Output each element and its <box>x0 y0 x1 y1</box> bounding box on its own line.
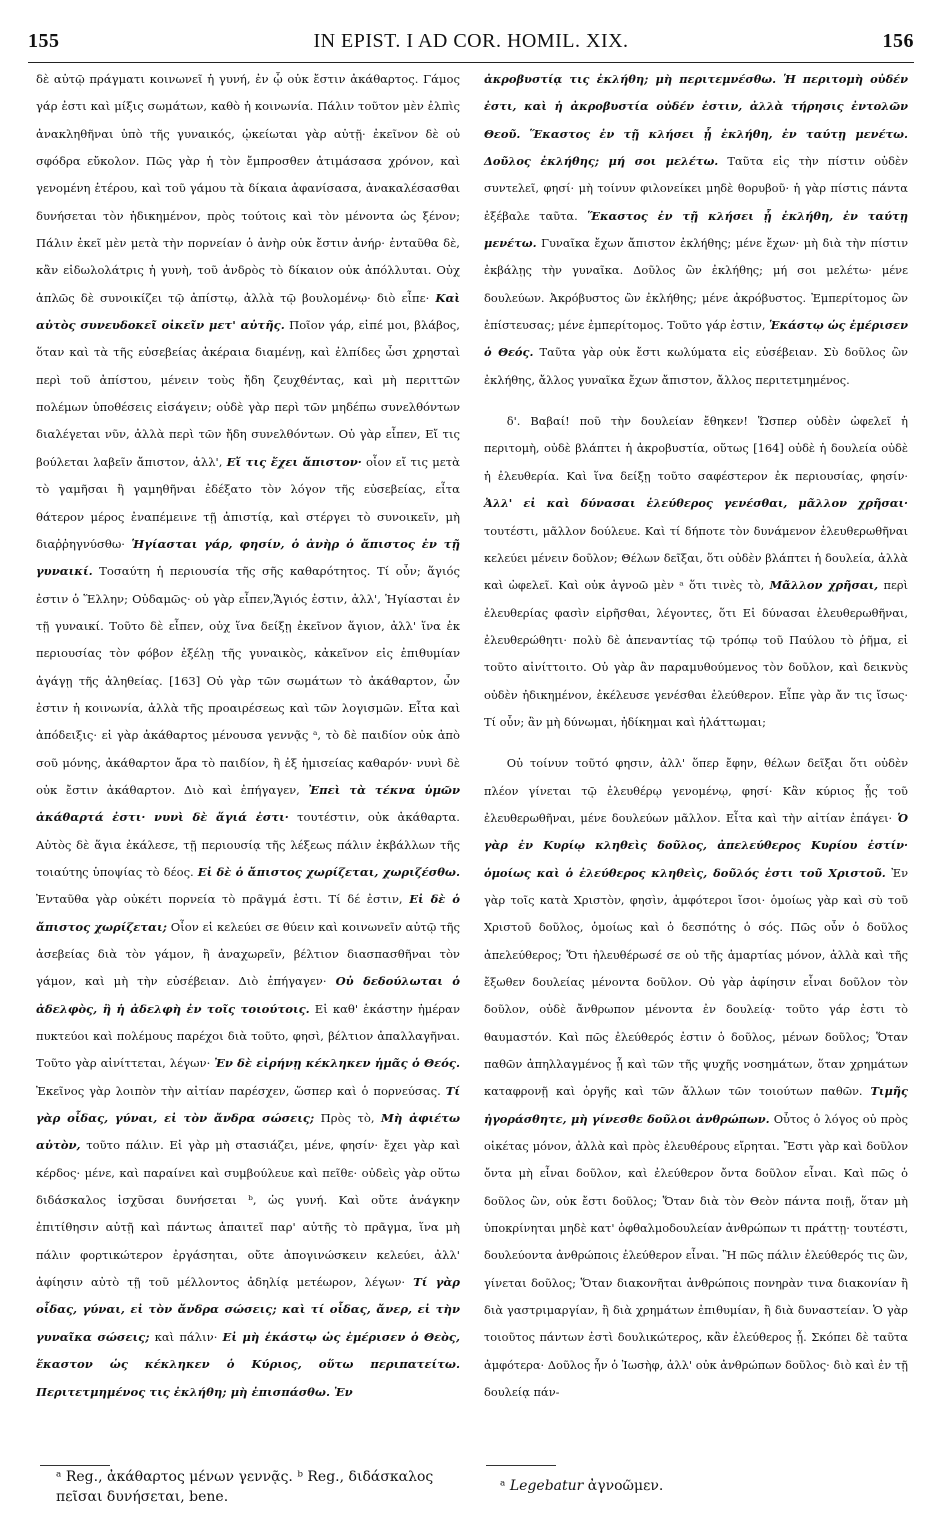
text: Οἷον εἰ κελεύει σε θύειν καὶ κοινωνεῖν αὐτῷ τῆς ἀσεβείας διὰ τὸν γάμον, ἢ ἀναχωρεῖν, βέλτιον διασπασθῆναι τὸν γάμον, καὶ μὴ τὴν εὐσέβειαν. Διὸ ἐπήγαγεν· <box>36 919 460 989</box>
text: Ἐκεῖνος γὰρ λοιπὸν τὴν αἰτίαν παρέσχεν, ὥσπερ καὶ ὁ πορνεύσας. <box>36 1083 441 1098</box>
left-paragraph <box>36 66 460 1406</box>
footnote-b-text: διδάσκαλος πεῖσαι δυνήσεται, <box>56 1469 434 1505</box>
text: Τοσαύτη ἡ περιουσία τῆς σῆς καθαρότητος. Τί οὖν; ἅγιός ἐστιν ὁ Ἕλλην; Οὐδαμῶς· οὐ γὰρ εἶπεν,Ἅγιός ἐστιν, ἀλλ', Ἡγίασται ἐν τῇ γυναικί. Τοῦτο δὲ εἶπεν, οὐχ ἵνα δείξῃ ἐκεῖνον ἅγιον, ἀλλ' ἵνα ἐκ περιουσίας τὸν φόβον ἐξέλῃ τῆς γυναικὸς, κἀκεῖνον εἰς ἐπιθυμίαν ἀγάγῃ τῆς ἀληθείας. [163] Οὐ γὰρ τῶν σωμάτων τὸ ἀκάθαρτον, ὧν ἐστιν ἡ κοινωνία, ἀλλὰ τῆς προαιρέσεως καὶ τῶν λογισμῶν. Εἶτα καὶ ἀπόδειξις· εἰ γὰρ ἀκάθαρτος μένουσα γεννᾷς ᵃ, τὸ δὲ παιδίον οὐκ ἀπὸ σοῦ μόνης, ἀκάθαρτον ἄρα τὸ παιδίον, ἢ ἐξ ἡμισείας καθαρόν· νυνὶ δὲ οὐκ ἔστιν ἀκάθαρτον. Διὸ καὶ ἐπήγαγεν, <box>36 564 460 797</box>
text: καὶ πάλιν· <box>154 1329 218 1344</box>
text: Πρὸς τὸ, <box>320 1111 375 1126</box>
footnotes-right <box>500 1476 900 1496</box>
text: τουτέστιν, οὐκ ἀκάθαρτα. Αὐτὸς δὲ ἅγια ἐκάλεσε, τῇ περιουσίᾳ τῆς λέξεως πάλιν ἐκβάλλων τῆς τοιαύτης ὑποψίας τὸ δέος. <box>36 810 460 879</box>
scripture-quote: Τί γὰρ οἶδας, γύναι, εἰ τὸν ἄνδρα σώσεις; καὶ τί οἶδας, ἄνερ, εἰ τὴν γυναῖκα σώσεις; <box>36 1275 461 1344</box>
scripture-quote: Τί γὰρ οἶδας, γύναι, εἰ τὸν ἄνδρα σώσεις; <box>36 1083 460 1126</box>
scripture-quote: Εἰ δὲ ὁ ἄπιστος χωρίζεται; <box>36 892 460 934</box>
scripture-quote: Εἰ δὲ ὁ ἄπιστος χωρίζεται, χωριζέσθω. <box>197 864 461 879</box>
header-rule <box>28 62 914 63</box>
running-head-title: IN EPIST. I AD COR. HOMIL. XIX. <box>313 30 629 52</box>
scripture-quote: Μὴ ἀφιέτω αὐτὸν, <box>36 1111 461 1153</box>
footnote-rule-right <box>486 1465 556 1466</box>
footnote-a-text: ἀγνοῶμεν. <box>587 1478 664 1494</box>
text: δ'. Βαβαί! ποῦ τὴν δουλείαν ἔθηκεν! Ὥσπερ οὐδὲν ὠφελεῖ ἡ περιτομὴ, οὐδὲ βλάπτει ἡ ἀκροβυστία, οὕτως [164] οὐδὲ ἡ δουλεία οὐδὲ ἡ ἐλευθερία. Καὶ ἵνα δείξῃ τοῦτο σαφέστερον ἐκ περιουσίας, φησίν· <box>484 414 908 483</box>
scripture-quote: Ἐν δὲ εἰρήνῃ κέκληκεν ἡμᾶς ὁ Θεός. <box>214 1056 460 1071</box>
text: Ποῖον γάρ, εἰπέ μοι, βλάβος, ὅταν καὶ τὰ τῆς εὐσεβείας ἀκέραια διαμένῃ, καὶ ἐλπίδες ὦσι χρησταὶ περὶ τοῦ ἀπίστου, μένειν τοὺς ἤδη ζευχθέντας, καὶ μὴ περιττῶν πολέμων ὑποθέσεις εἰσάγειν; οὐδὲ γὰρ περὶ τῶν μηδέπω συνελθόντων διαλέγεται νῦν, ἀλλὰ περὶ τῶν ἤδη συνελθόντων. Οὐ γὰρ εἶπεν, Εἴ τις βούλεται λαβεῖν ἄπιστον, ἀλλ', <box>36 318 460 469</box>
left-column <box>36 66 460 1406</box>
scripture-quote: Ἐπεὶ τὰ τέκνα ὑμῶν ἀκάθαρτά ἐστι· νυνὶ δὲ ἅγιά ἐστι· <box>36 782 461 825</box>
text: Ταῦτα γὰρ οὐκ ἔστι κωλύματα εἰς εὐσέβειαν. Σὺ δοῦλος ὢν ἐκλήθης, ἄλλος γυναῖκα ἔχων ἄπιστον, ἄλλος περιτετμημένος. <box>484 345 908 387</box>
right-paragraph-1 <box>484 66 908 394</box>
scripture-quote: Ἑκάστῳ ὡς ἐμέρισεν ὁ Θεός. <box>484 318 908 360</box>
scripture-quote: Ἀλλ' εἰ καὶ δύνασαι ἐλεύθερος γενέσθαι, μᾶλλον χρῆσαι· <box>484 496 908 511</box>
footnote-a-mark: ᵃ <box>500 1478 506 1494</box>
footnote-b-mark: ᵇ Reg., <box>297 1469 345 1485</box>
scripture-quote: Ἕκαστος ἐν τῇ κλήσει ᾗ ἐκλήθη, ἐν ταύτῃ μενέτω. <box>484 208 908 251</box>
right-paragraph-3 <box>484 750 908 1406</box>
text: Ἐν γὰρ τοῖς κατὰ Χριστὸν, φησὶν, ἀμφότεροι ἴσοι· ὁμοίως γὰρ καὶ σὺ τοῦ Χριστοῦ δοῦλος, ὁμοίως καὶ ὁ δεσπότης ὁ σός. Πῶς οὖν ὁ δοῦλος ἀπελεύθερος; Ὅτι ἠλευθέρωσέ σε οὐ τῆς ἁμαρτίας μόνον, ἀλλὰ καὶ τῆς ἔξωθεν δουλείας μένοντα δοῦλον. Οὐ γὰρ ἀφίησιν εἶναι δοῦλον τὸν δοῦλον, οὐδὲ ἄνθρωπον μένοντα ἐν δουλείᾳ· τοῦτο γάρ ἐστι τὸ θαυμαστόν. Καὶ πῶς ἐλεύθερός ἐστιν ὁ δοῦλος, μένων δοῦλος; Ὅταν παθῶν ἀπηλλαγμένος ᾖ καὶ τῶν τῆς ψυχῆς νοσημάτων, ὅταν χρημάτων καταφρονῇ καὶ ὀργῆς καὶ τῶν ἄλλων τῶν τοιούτων παθῶν. <box>484 865 909 1099</box>
scripture-quote: Οὐ δεδούλωται ὁ ἀδελφὸς, ἢ ἡ ἀδελφὴ ἐν τοῖς τοιούτοις. <box>36 974 460 1016</box>
footnote-rule-left <box>40 1465 110 1466</box>
running-header <box>28 30 914 56</box>
text: οἷον εἴ τις μετὰ τὸ γαμῆσαι ἢ γαμηθῆναι ἐδέξατο τὸν λόγον τῆς εὐσεβείας, εἶτα θάτερον μέρος ἐναπέμεινε τῇ ἀπιστίᾳ, καὶ στέργει τὸ συνοικεῖν, μὴ διαῤῥηγνύσθω· <box>36 454 461 551</box>
footnote-a-text: ἀκάθαρτος μένων γεννᾷς. <box>107 1469 293 1485</box>
text: Οὐ τοίνυν τοῦτό φησιν, ἀλλ' ὅπερ ἔφην, θέλων δεῖξαι ὅτι οὐδὲν πλέον γίνεται τῷ ἐλευθέρῳ γενομένῳ, φησί· Κἂν κύριος ᾖς τοῦ ἐλευθερωθῆναι, μένε δουλεύων μᾶλλον. Εἶτα καὶ τὴν αἰτίαν ἐπάγει· <box>484 756 908 825</box>
footnotes-left <box>56 1467 456 1507</box>
scripture-quote: Καὶ αὐτὸς συνευδοκεῖ οἰκεῖν μετ' αὐτῆς. <box>36 290 460 333</box>
text: Γυναῖκα ἔχων ἄπιστον ἐκλήθης; μένε ἔχων· μὴ διὰ τὴν πίστιν ἐκβάλῃς τὴν γυναῖκα. Δοῦλος ὢν ἐκλήθης; μή σοι μελέτω· μένε δουλεύων. Ἀκρόβυστος ὢν ἐκλήθης; μένε ἀκρόβυστος. Ἐμπερίτομος ὢν ἐπίστευσας; μένε ἐμπερίτομος. Τοῦτο γάρ ἐστιν, <box>484 236 909 333</box>
footnote-b-note: bene. <box>189 1489 229 1505</box>
scripture-quote: Ὁ γὰρ ἐν Κυρίῳ κληθεὶς δοῦλος, ἀπελεύθερος Κυρίου ἐστίν· ὁμοίως καὶ ὁ ἐλεύθερος κληθεὶς, δοῦλός ἐστι τοῦ Χριστοῦ. <box>484 810 908 880</box>
text: Εἰ καθ' ἑκάστην ἡμέραν πυκτεύοι καὶ πολέμους παρέχοι διὰ τοῦτο, φησὶ, βέλτιον ἀπαλλαγῆναι. Τοῦτο γὰρ αἰνίττεται, λέγων· <box>36 1001 461 1071</box>
text: τουτέστι, μᾶλλον δούλευε. Καὶ τί δήποτε τὸν δυνάμενον ἐλευθερωθῆναι κελεύει μένειν δοῦλον; Θέλων δεῖξαι, ὅτι οὐδὲν βλάπτει ἡ δουλεία, ἀλλὰ καὶ ὠφελεῖ. Καὶ οὐκ ἀγνοῶ μὲν ᵃ ὅτι τινὲς τὸ, <box>484 523 908 593</box>
text: Ἐνταῦθα γὰρ οὐκέτι πορνεία τὸ πρᾶγμά ἐστι. Τί δέ ἐστιν, <box>36 892 403 907</box>
text: Ταῦτα εἰς τὴν πίστιν οὐδὲν συντελεῖ, φησί· μὴ τοίνυν φιλονείκει μηδὲ θορυβοῦ· ἡ γὰρ πίστις πάντα ἐξέβαλε ταῦτα. <box>484 154 908 223</box>
scripture-quote: Ἡγίασται γάρ, φησίν, ὁ ἀνὴρ ὁ ἄπιστος ἐν τῇ γυναικί. <box>36 536 460 579</box>
scripture-quote: Μᾶλλον χρῆσαι, <box>769 578 879 593</box>
right-paragraph-2 <box>484 408 908 736</box>
page-number-right: 156 <box>882 30 914 52</box>
right-column <box>484 66 908 1407</box>
text: δὲ αὐτῷ πράγματι κοινωνεῖ ἡ γυνή, ἐν ᾧ οὐκ ἔστιν ἀκάθαρτος. Γάμος γάρ ἐστι καὶ μίξις σωμάτων, καθὸ ἡ κοινωνία. Πάλιν τοῦτον μὲν ἐλπὶς ἀνακληθῆναι ὑπὸ τῆς γυναικός, ᾠκείωται γὰρ αὐτῇ· ἐκεῖνον δὲ οὐ σφόδρα εὔκολον. Πῶς γὰρ ἡ τὸν ἔμπροσθεν ἀτιμάσασα χρόνον, καὶ γενομένη ἑτέρου, καὶ τοῦ γάμου τὰ δίκαια ἀφανίσασα, ἀνακαλέσασθαι δυνήσεται τὸν ἠδικημένον, πρὸς τούτοις καὶ τὸν μένοντα ὡς ξένον; Πάλιν ἐκεῖ μὲν μετὰ τὴν πορνείαν ὁ ἀνὴρ οὐκ ἔστιν ἀνήρ· ἐνταῦθα δὲ, κἂν εἰδωλολάτρις ἡ γυνὴ, τοῦ ἀνδρὸς τὸ δίκαιον οὐκ ἀπόλλυται. Οὐχ ἁπλῶς δὲ συνοικίζει τῷ ἀπίστῳ, ἀλλὰ τῷ βουλομένῳ· διὸ εἶπε· <box>36 72 460 305</box>
page-number-left: 155 <box>28 30 60 52</box>
scripture-quote: Εἰ μὴ ἑκάστῳ ὡς ἐμέρισεν ὁ Θεὸς, ἕκαστον ὡς κέκληκεν ὁ Κύριος, οὕτω περιπατείτω. Περιτετμημένος τις ἐκλήθη; μὴ ἐπισπάσθω. Ἐν <box>36 1329 461 1399</box>
footnote-a-mark: ᵃ Reg., <box>56 1469 103 1485</box>
scripture-quote: ἀκροβυστίᾳ τις ἐκλήθη; μὴ περιτεμνέσθω. Ἡ περιτομὴ οὐδέν ἐστι, καὶ ἡ ἀκροβυστία οὐδέν ἐστιν, ἀλλὰ τήρησις ἐντολῶν Θεοῦ. Ἕκαστος ἐν τῇ κλήσει ᾗ ἐκλήθη, ἐν ταύτῃ μενέτω. Δοῦλος ἐκλήθης; μή σοι μελέτω. <box>484 72 908 169</box>
text: Οὗτος ὁ λόγος οὐ πρὸς οἰκέτας μόνον, ἀλλὰ καὶ πρὸς ἐλευθέρους εἴρηται. Ἔστι γὰρ καὶ δοῦλον ὄντα μὴ εἶναι δοῦλον, καὶ ἐλεύθερον ὄντα δοῦλον εἶναι. Καὶ πῶς ὁ δοῦλος ὢν, οὐκ ἔστι δοῦλος; Ὅταν διὰ τὸν Θεὸν πάντα ποιῇ, ὅταν μὴ ὑποκρίνηται μηδὲ κατ' ὀφθαλμοδουλείαν ἀνθρώπων τι πράττῃ· τουτέστι, δουλεύοντα ἀνθρώποις ἐλεύθερον εἶναι. Ἢ πῶς πάλιν ἐλεύθερός τις ὢν, γίνεται δοῦλος; Ὅταν διακονῆται ἀνθρώποις πονηρὰν τινα διακονίαν ἢ διὰ γαστριμαργίαν, ἢ διὰ χρημάτων ἐπιθυμίαν, ἢ διὰ δυναστείαν. Ὁ γὰρ τοιοῦτος πάντων ἐστὶ δουλικώτερος, κἂν ἐλεύθερος ᾖ. Σκόπει δὲ ταῦτα ἀμφότερα· Δοῦλος ἦν ὁ Ἰωσὴφ, ἀλλ' οὐκ ἀνθρώπων δοῦλος· διὸ καὶ ἐν τῇ δουλείᾳ πάν- <box>484 1111 909 1400</box>
footnote-a-italic: Legebatur <box>509 1478 584 1494</box>
scripture-quote: Εἴ τις ἔχει ἄπιστον· <box>226 454 362 469</box>
text: περὶ ἐλευθερίας φασὶν εἰρῆσθαι, λέγοντες, ὅτι Εἰ δύνασαι ἐλευθερωθῆναι, ἐλευθερώθητι· πολὺ δὲ ἀπεναντίας τῷ τρόπῳ τοῦ Παύλου τὸ ῥῆμα, εἰ τοῦτο αἰνίττοιτο. Οὐ γὰρ ἂν παραμυθούμενος τὸν δοῦλον, καὶ δεικνὺς οὐδὲν ἠδικημένον, ἐκέλευσε γενέσθαι ἐλεύθερον. Εἶπε γὰρ ἄν τις ἴσως· Τί οὖν; ἂν μὴ δύνωμαι, ἠδίκημαι καὶ ἠλάττωμαι; <box>484 578 909 729</box>
text: τοῦτο πάλιν. Εἰ γὰρ μὴ στασιάζει, μένε, φησίν· ἔχει γὰρ καὶ κέρδος· μένε, καὶ παραίνει καὶ συμβούλευε καὶ πεῖθε· οὐδεὶς γὰρ οὕτω διδάσκαλος ἰσχῦσαι δυνήσεται ᵇ, ὡς γυνή. Καὶ οὔτε ἀνάγκην ἐπιτίθησιν αὐτῇ καὶ πάντως ἀπαιτεῖ παρ' αὐτῆς τὸ πρᾶγμα, ἵνα μὴ πάλιν φορτικώτερον ἐργάσηται, οὔτε ἀπογινώσκειν κελεύει, ἀλλ' ἀφίησιν αὐτὸ τῇ τοῦ μέλλοντος ἀδηλίᾳ μετέωρον, λέγων· <box>36 1138 460 1290</box>
scripture-quote: Τιμῆς ἠγοράσθητε, μὴ γίνεσθε δοῦλοι ἀνθρώπων. <box>484 1084 908 1126</box>
